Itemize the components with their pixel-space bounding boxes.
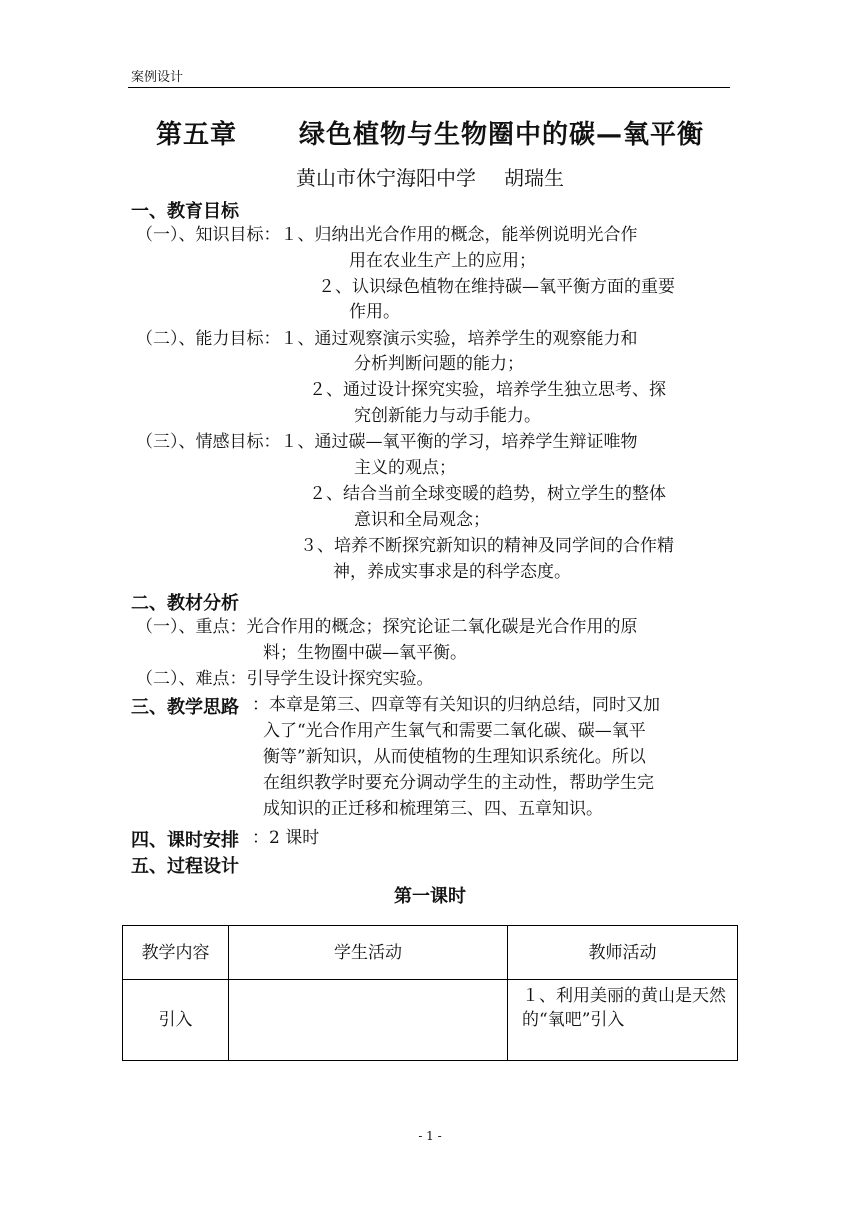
row-content: 引入 [123,980,229,1061]
text-line: （二）、能力目标：１、通过观察演示实验，培养学生的观察能力和 [136,329,638,349]
text-line: ：本章是第三、四章等有关知识的归纳总结，同时又加 [252,695,660,715]
header-content: 教学内容 [123,926,229,980]
text-line: （二）、难点：引导学生设计探究实验。 [136,669,434,689]
chapter-name: 绿色植物与生物圈中的碳—氧平衡 [299,120,705,150]
text-line: 神，养成实事求是的科学态度。 [333,562,571,582]
section-heading-schedule: 四、课时安排 [131,830,239,851]
chapter-title [0,114,860,151]
text-line: ２、结合当前全球变暖的趋势，树立学生的整体 [309,484,666,504]
header-teacher: 教师活动 [508,926,738,980]
page-number: - 1 - [418,1129,442,1143]
text-line: 作用。 [349,302,400,322]
text-line: ２、认识绿色植物在维持碳—氧平衡方面的重要 [318,277,675,297]
text-line: （一）、知识目标：１、归纳出光合作用的概念，能举例说明光合作 [136,225,638,245]
text-line: （一）、重点：光合作用的概念；探究论证二氧化碳是光合作用的原 [136,617,638,637]
text-line: 主义的观点； [354,458,456,478]
page-header-label: 案例设计 [131,70,184,85]
schedule-value: ：2 课时 [252,828,320,848]
text-line: 料；生物圈中碳—氧平衡。 [263,643,467,663]
chapter-number: 第五章 [155,120,237,150]
table-row [123,980,738,1061]
text-line: ２、通过设计探究实验，培养学生独立思考、探 [309,380,666,400]
section-heading-analysis: 二、教材分析 [131,593,239,614]
row-teacher: １、利用美丽的黄山是天然的“氧吧”引入 [508,980,738,1061]
text-line: 在组织教学时要充分调动学生的主动性，帮助学生完 [263,773,654,793]
text-line: 用在农业生产上的应用； [349,251,536,271]
section-heading-approach: 三、教学思路 [131,697,239,718]
text-line: 成知识的正迁移和梳理第三、四、五章知识。 [263,799,603,819]
text-line: 入了“光合作用产生氧气和需要二氧化碳、碳—氧平 [263,721,646,741]
text-line: 分析判断问题的能力； [354,354,524,374]
row-student [229,980,508,1061]
header-student: 学生活动 [229,926,508,980]
text-line: 衡等”新知识，从而使植物的生理知识系统化。所以 [263,747,646,767]
lesson-table [122,925,738,1061]
text-line: 究创新能力与动手能力。 [354,406,541,426]
author-school: 黄山市休宁海阳中学 [296,166,476,190]
text-line: ３、培养不断探究新知识的精神及同学间的合作精 [300,536,674,556]
lesson-title: 第一课时 [394,886,466,907]
text-line: （三）、情感目标：１、通过碳—氧平衡的学习，培养学生辩证唯物 [136,432,638,452]
text-line: 意识和全局观念； [354,510,490,530]
header-rule [128,87,730,88]
table-header-row [123,926,738,980]
author-line [0,162,860,191]
section-heading-process: 五、过程设计 [131,856,239,877]
author-name: 胡瑞生 [504,166,564,190]
section-heading-goals: 一、教育目标 [131,201,239,222]
